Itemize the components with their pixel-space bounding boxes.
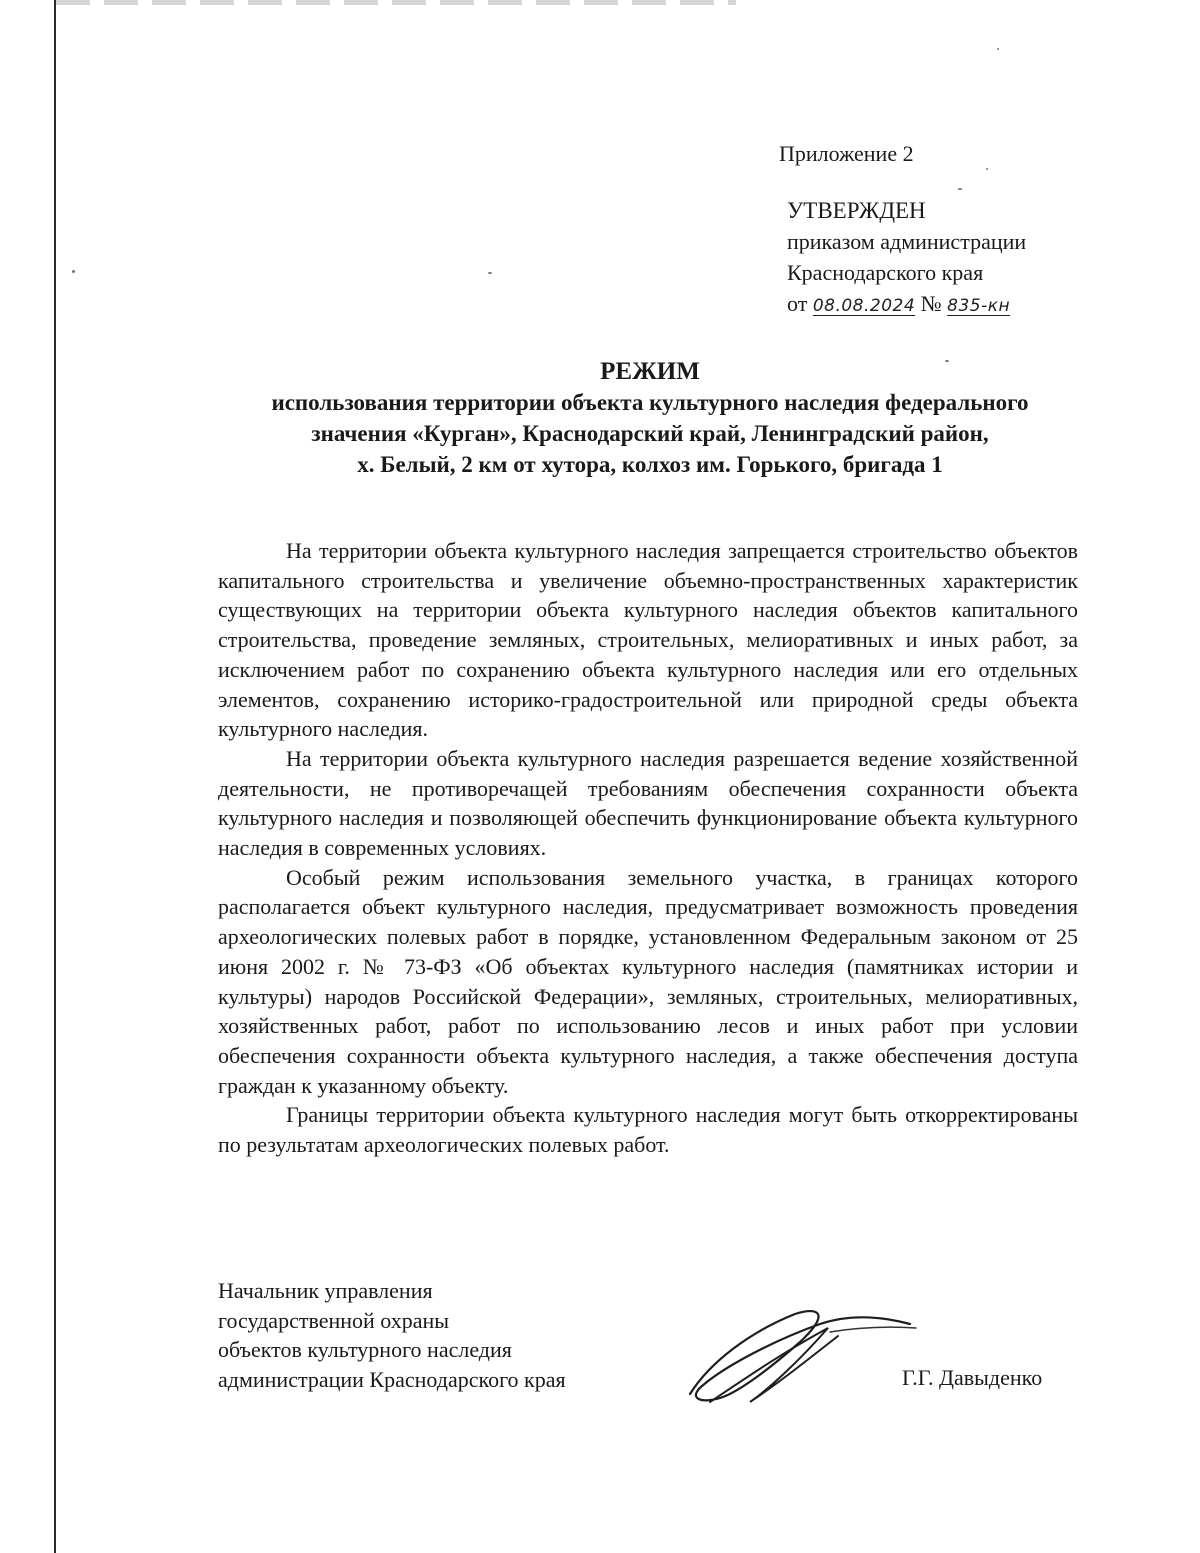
order-date: 08.08.2024: [812, 296, 916, 316]
signatory-name: Г.Г. Давыденко: [902, 1365, 1043, 1390]
appendix-label: Приложение 2: [779, 141, 914, 166]
approved-region: Краснодарского края: [787, 260, 984, 285]
title-line: х. Белый, 2 км от хутора, колхоз им. Горького, бригада 1: [357, 452, 943, 477]
order-from-prefix: от: [787, 291, 808, 316]
order-date-line: [779, 288, 1026, 322]
scan-top-edge: [56, 0, 736, 5]
order-number: 835-кн: [947, 296, 1011, 316]
paragraph-permissions: На территории объекта культурного наследия разрешается ведение хозяйственной деятельности, не противоречащей требованиям обеспечения сохранности объекта культурного наследия и позволяющей обеспечить функционирование объекта культурного наследия в современных условиях.: [218, 745, 1078, 861]
title-line: значения «Курган», Краснодарский край, Ленинградский район,: [311, 421, 989, 446]
position-line: администрации Краснодарского края: [218, 1366, 566, 1392]
handwritten-signature: [680, 1302, 920, 1412]
title-line: использования территории объекта культурного наследия федерального: [271, 390, 1029, 415]
approved-heading: УТВЕРЖДЕН: [787, 198, 926, 223]
scan-speck: [488, 272, 492, 274]
paragraph-boundaries: Границы территории объекта культурного наследия могут быть откорректированы по результатам археологических полевых работ.: [218, 1102, 1078, 1158]
paragraph-prohibitions: На территории объекта культурного наследия запрещается строительство объектов капитального строительства и увеличение объемно-пространственных характеристик существующих на территории объекта культурного наследия объектов капитального строительства, проведение земляных, строительных, мелиоративных и иных работ, за исключением работ по сохранению объекта культурного наследия или его отдельных элементов, сохранению историко-градостроительной или природной среды объекта культурного наследия.: [218, 538, 1078, 742]
document-body: [218, 536, 1078, 1160]
position-line: объектов культурного наследия: [218, 1337, 512, 1362]
scan-speck: [997, 48, 999, 50]
document-title: [150, 356, 1150, 480]
scan-speck: [72, 270, 75, 273]
signatory-position: [218, 1276, 566, 1394]
approval-block: [779, 138, 1026, 322]
title-main: РЕЖИМ: [600, 358, 700, 385]
scan-left-edge: [54, 0, 56, 1553]
paragraph-special-regime: Особый режим использования земельного участка, в границах которого располагается объект культурного наследия, предусматривает возможность проведения археологических полевых работ в порядке, установленном Федеральным законом от 25 июня 2002 г. № 73-ФЗ «Об объектах культурного наследия (памятниках истории и культуры) народов Российской Федерации», земляных, строительных, мелиоративных, хозяйственных работ, работ по использованию лесов и иных работ при условии обеспечения сохранности объекта культурного наследия, а также обеспечения доступа граждан к указанному объекту.: [218, 864, 1078, 1098]
position-line: государственной охраны: [218, 1307, 450, 1333]
order-number-prefix: №: [920, 291, 942, 316]
approved-by-order: приказом администрации: [787, 229, 1027, 254]
position-line: Начальник управления: [218, 1278, 433, 1303]
